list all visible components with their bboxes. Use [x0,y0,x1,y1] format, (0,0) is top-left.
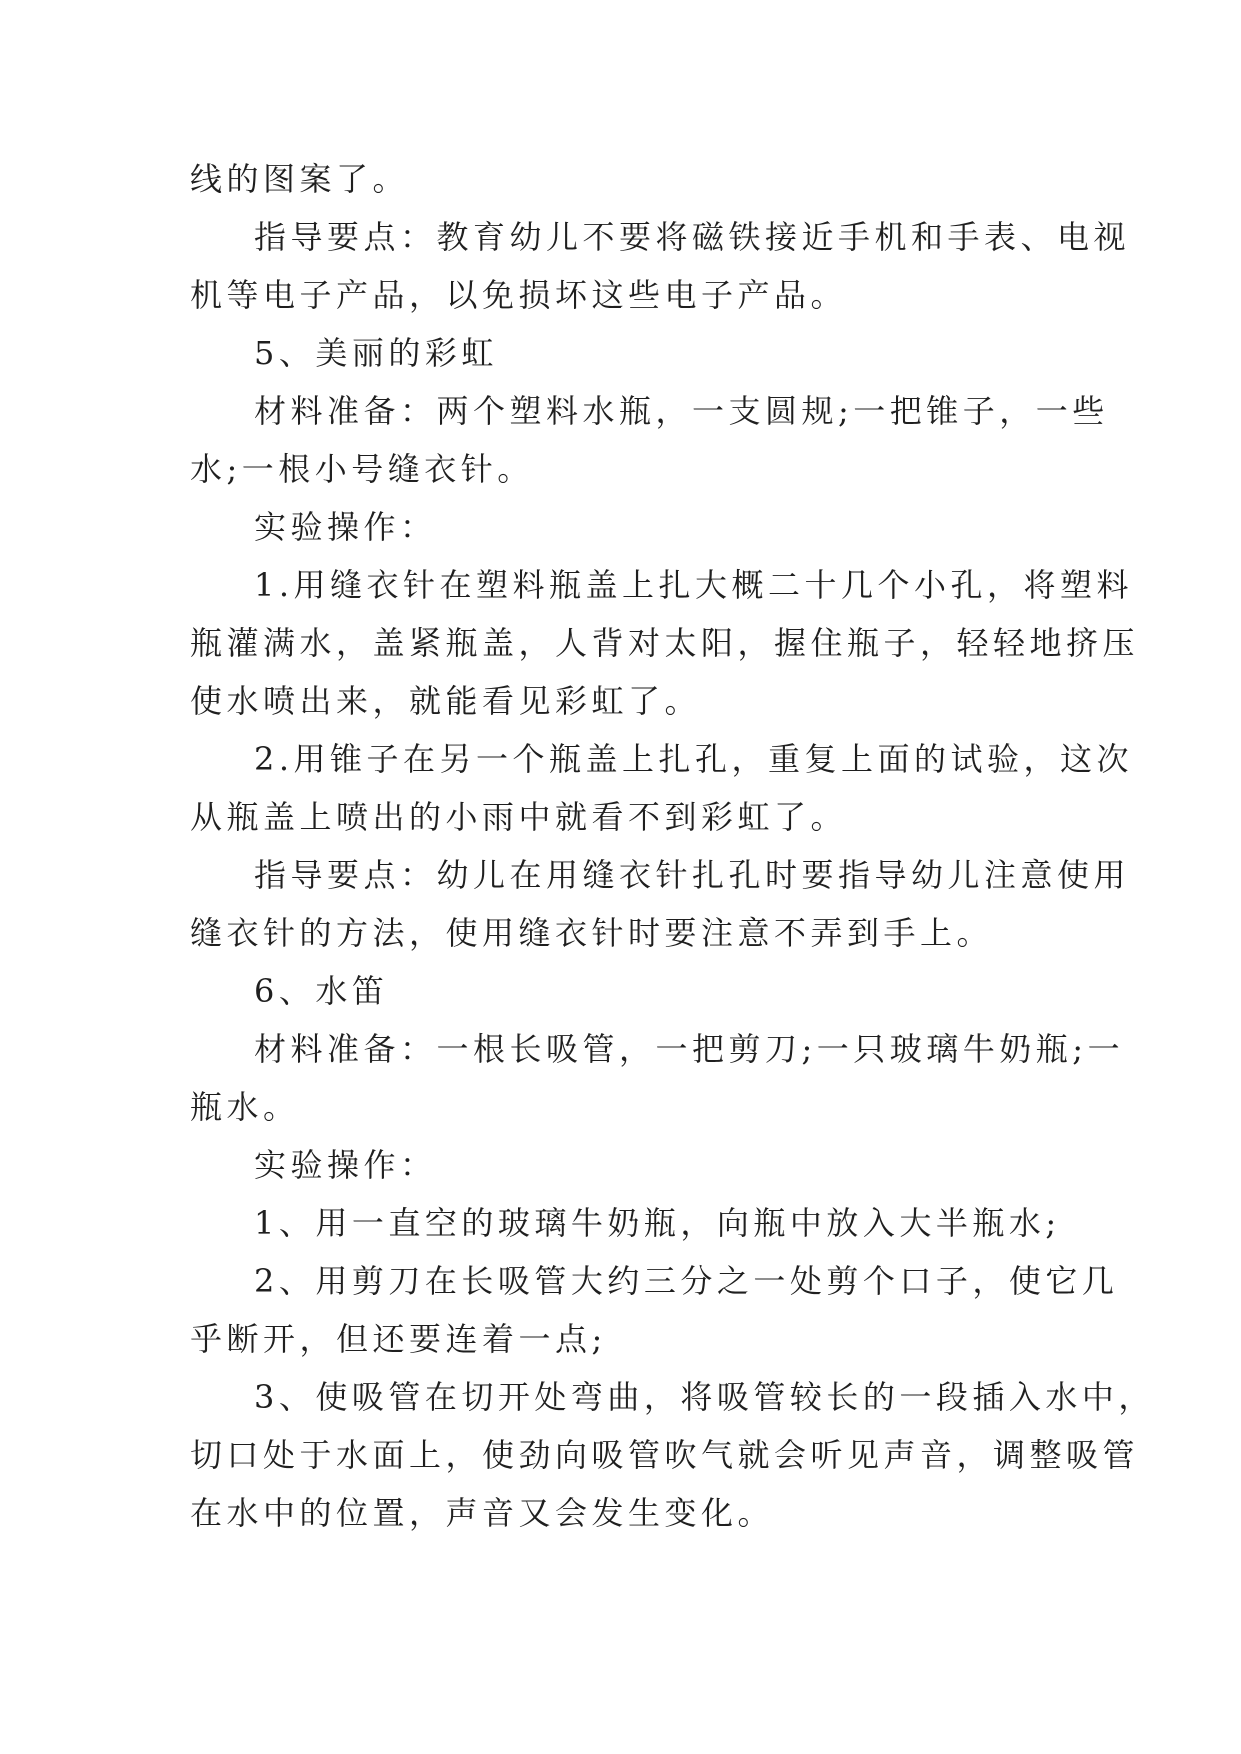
text-line: 1.用缝衣针在塑料瓶盖上扎大概二十几个小孔，将塑料 [254,566,1134,604]
text-line: 水;一根小号缝衣针。 [190,450,534,488]
text-line: 实验操作： [254,1146,437,1184]
text-line: 机等电子产品，以免损坏这些电子产品。 [190,276,848,314]
text-line: 切口处于水面上，使劲向吸管吹气就会听见声音，调整吸管 [190,1436,1140,1474]
section-heading: 5、美丽的彩虹 [254,334,498,372]
text-line: 瓶水。 [190,1088,300,1126]
text-line: 线的图案了。 [190,160,410,198]
section-heading: 6、水笛 [254,972,389,1010]
text-line: 指导要点：幼儿在用缝衣针扎孔时要指导幼儿注意使用 [254,856,1131,894]
text-line: 在水中的位置，声音又会发生变化。 [190,1494,775,1532]
text-line: 1、用一直空的玻璃牛奶瓶，向瓶中放入大半瓶水; [254,1204,1061,1242]
text-line: 2.用锥子在另一个瓶盖上扎孔，重复上面的试验，这次 [254,740,1134,778]
text-line: 使水喷出来，就能看见彩虹了。 [190,682,702,720]
text-line: 材料准备：一根长吸管，一把剪刀;一只玻璃牛奶瓶;一 [254,1030,1125,1068]
text-line: 从瓶盖上喷出的小雨中就看不到彩虹了。 [190,798,848,836]
document-page [190,150,1155,1542]
text-line: 指导要点：教育幼儿不要将磁铁接近手机和手表、电视 [254,218,1131,256]
text-line: 2、用剪刀在长吸管大约三分之一处剪个口子，使它几 [254,1262,1119,1300]
text-line: 瓶灌满水，盖紧瓶盖，人背对太阳，握住瓶子，轻轻地挤压 [190,624,1140,662]
text-line: 乎断开，但还要连着一点; [190,1320,607,1358]
text-line: 实验操作： [254,508,437,546]
text-line: 缝衣针的方法，使用缝衣针时要注意不弄到手上。 [190,914,994,952]
text-line: 材料准备：两个塑料水瓶，一支圆规;一把锥子，一些 [254,392,1109,430]
text-line: 3、使吸管在切开处弯曲，将吸管较长的一段插入水中， [254,1378,1155,1416]
